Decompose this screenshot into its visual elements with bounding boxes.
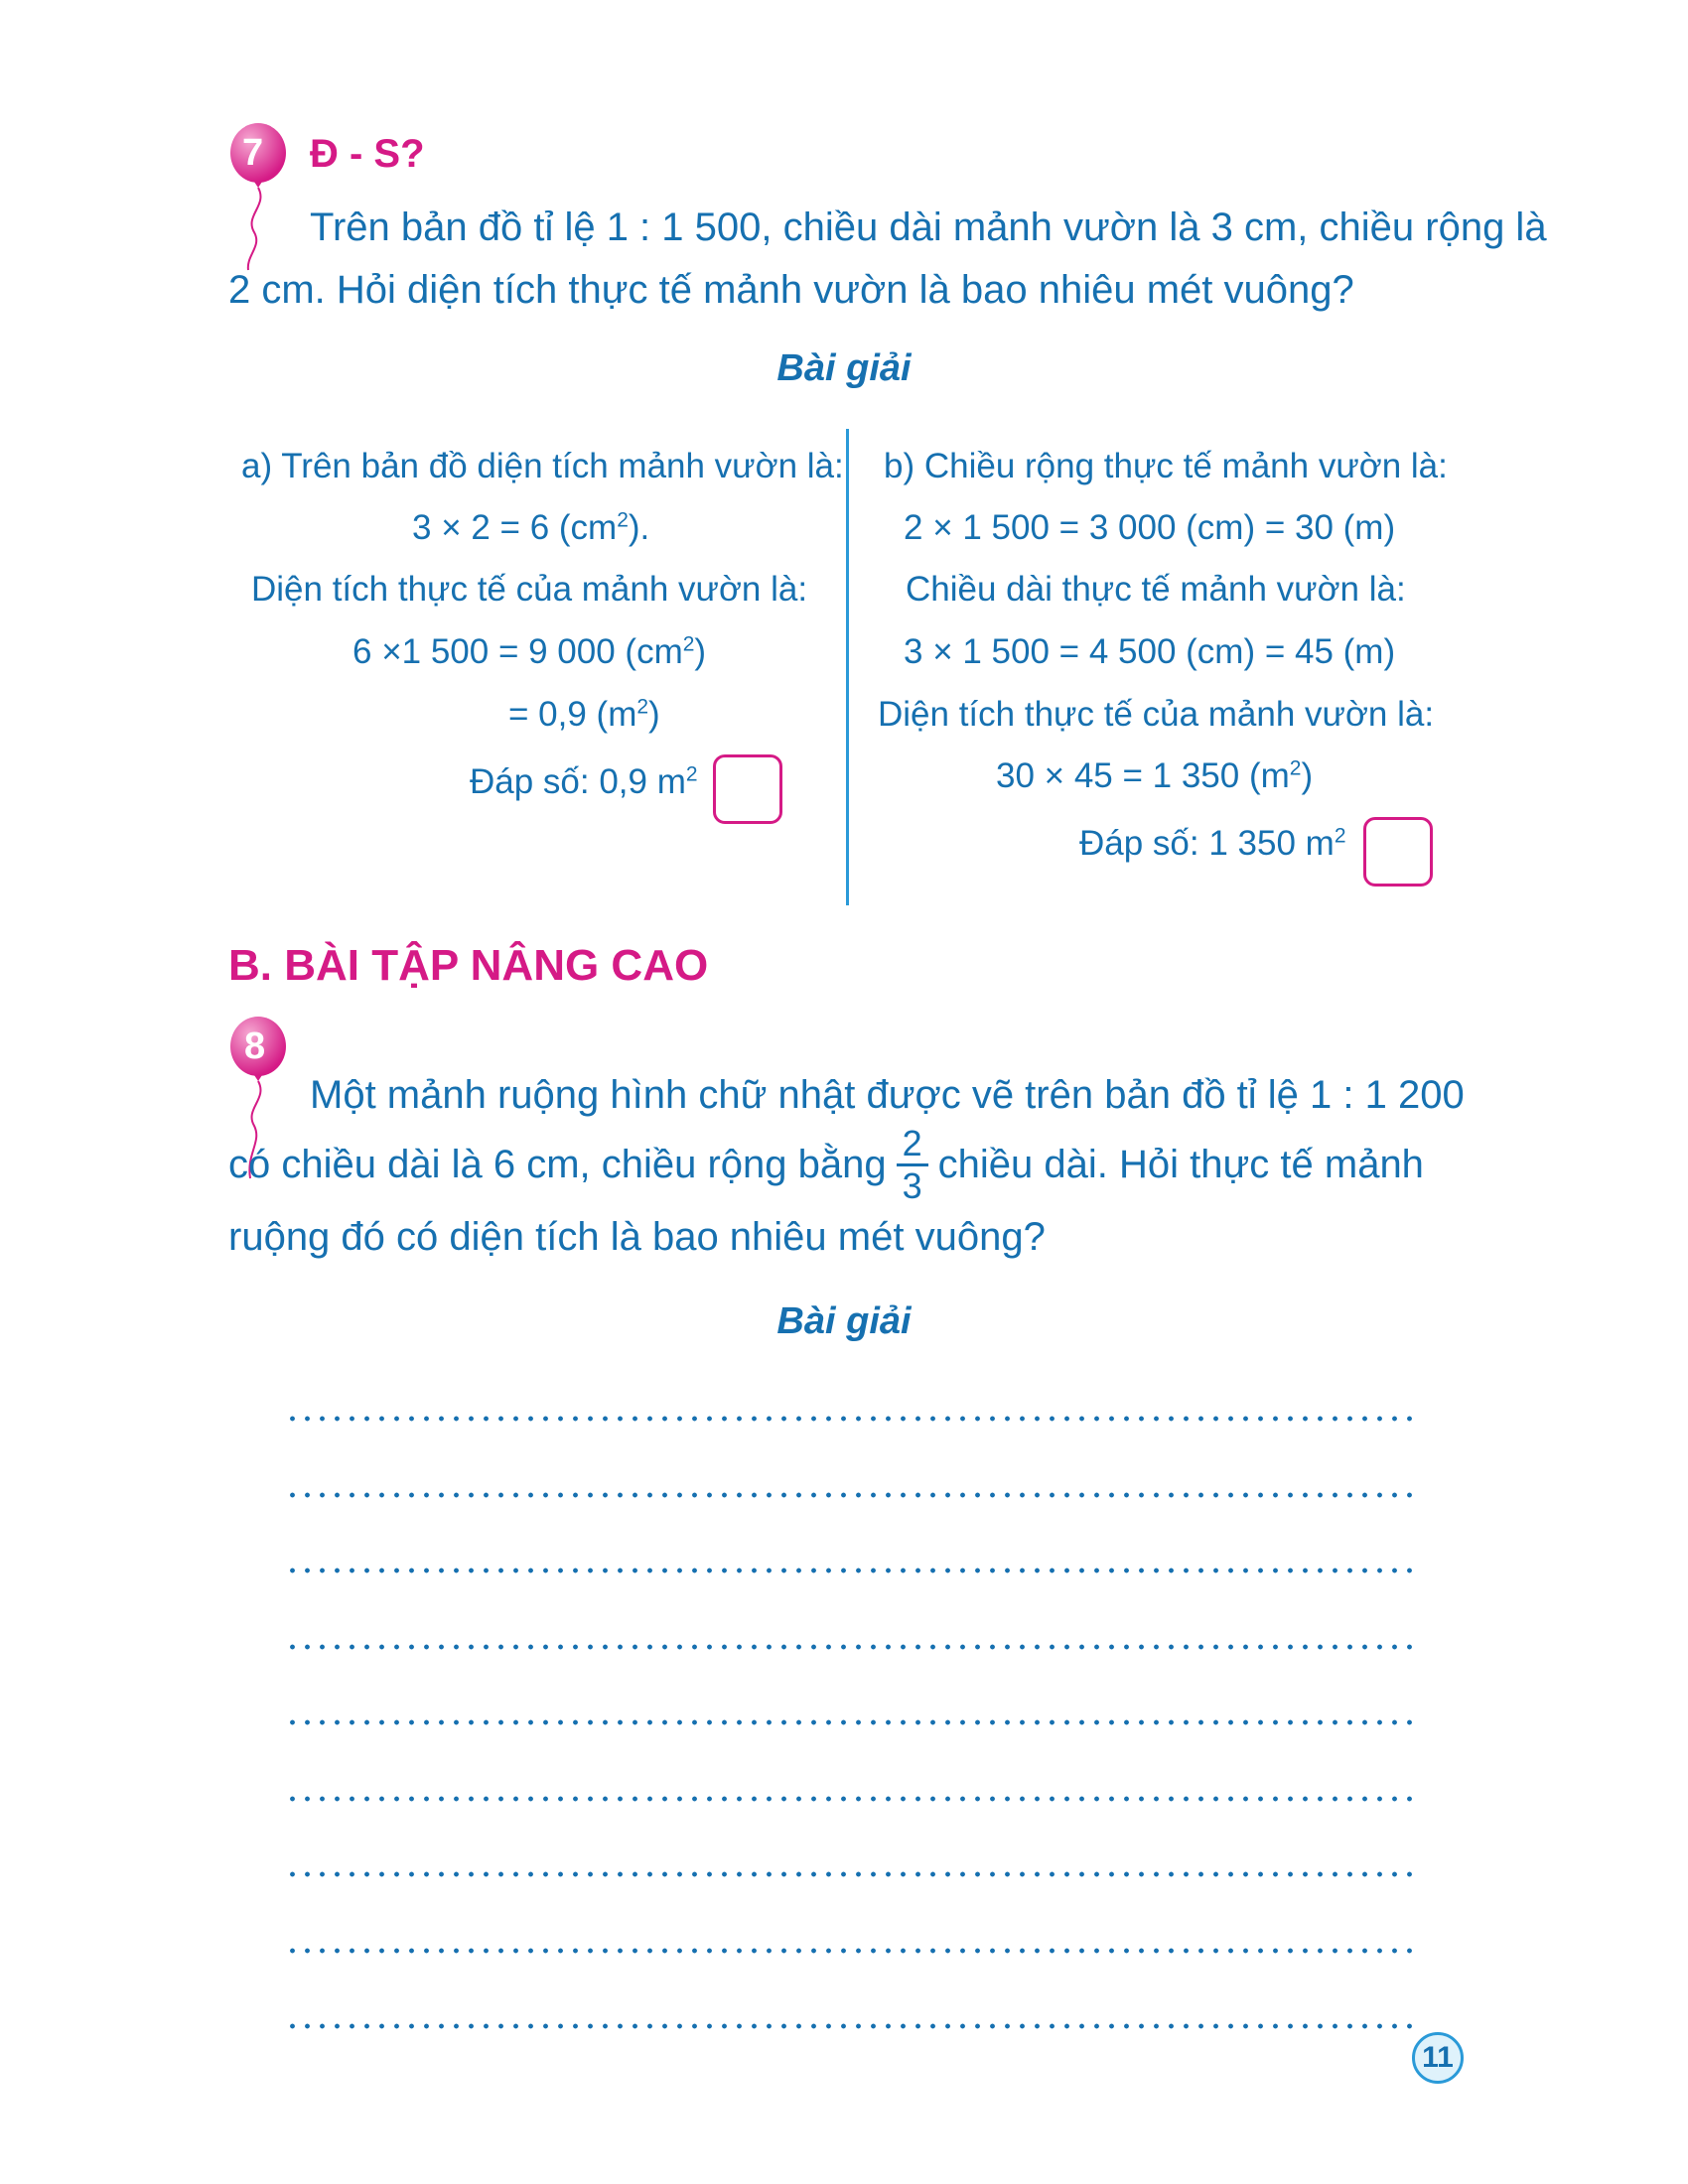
answer-line[interactable] xyxy=(285,1871,1417,1877)
fraction-two-thirds: $\frac{2}{3}$ xyxy=(897,1124,928,1206)
part-b-line-1: b) Chiều rộng thực tế mảnh vườn là: xyxy=(884,447,1448,485)
answer-box-b[interactable] xyxy=(1363,817,1433,887)
part-a-line-2: 3 × 2 = 6 $(cm^2)$. xyxy=(412,508,650,547)
task-number-8: 8 xyxy=(244,1025,266,1067)
answer-line[interactable] xyxy=(285,1948,1417,1954)
part-a-line-4: 6 ×1 500 = 9 000 $(cm^2)$ xyxy=(352,632,707,671)
task-number-7: 7 xyxy=(242,132,264,174)
part-b-line-2: 2 × 1 500 = 3 000 (cm) = 30 (m) xyxy=(904,508,1396,547)
problem-text-line-3: ruộng đó có diện tích là bao nhiêu mét vuông? xyxy=(228,1215,1046,1259)
page-number: 11 xyxy=(1412,2032,1464,2084)
part-b-answer: Đáp số: 1 350 $m^2$ xyxy=(1079,824,1346,863)
task-label: Đ - S? xyxy=(310,132,425,176)
answer-line[interactable] xyxy=(285,2023,1417,2029)
answer-box-a[interactable] xyxy=(713,754,782,824)
problem-text-line-1: Trên bản đồ tỉ lệ 1 : 1 500, chiều dài mảnh vườn là 3 cm, chiều rộng là xyxy=(310,205,1547,249)
part-a-line-5: = 0,9 $(m^2)$ xyxy=(508,695,660,734)
answer-line[interactable] xyxy=(285,1644,1417,1650)
part-a-answer: Đáp số: 0,9 $m^2$ xyxy=(470,762,698,801)
problem-text-line-1: Một mảnh ruộng hình chữ nhật được vẽ trên bản đồ tỉ lệ 1 : 1 200 xyxy=(310,1073,1465,1117)
answer-line[interactable] xyxy=(285,1492,1417,1498)
solution-heading: Bài giải xyxy=(776,347,912,389)
part-b-line-5: Diện tích thực tế của mảnh vườn là: xyxy=(878,695,1435,734)
solution-heading: Bài giải xyxy=(776,1300,912,1342)
answer-line[interactable] xyxy=(285,1719,1417,1725)
problem-text-line-2: có chiều dài là 6 cm, chiều rộng bằng $\frac{2}{3}$ chiều dài. Hỏi thực tế mảnh xyxy=(228,1122,1424,1206)
part-b-line-6: 30 × 45 = 1 350 $(m^2)$ xyxy=(996,756,1314,795)
part-a-line-1: a) Trên bản đồ diện tích mảnh vườn là: xyxy=(241,447,844,485)
section-title: B. BÀI TẬP NÂNG CAO xyxy=(228,941,709,990)
problem-text-line-2: 2 cm. Hỏi diện tích thực tế mảnh vườn là bao nhiêu mét vuông? xyxy=(228,268,1354,312)
part-b-line-3: Chiều dài thực tế mảnh vườn là: xyxy=(906,570,1406,609)
part-a-line-3: Diện tích thực tế của mảnh vườn là: xyxy=(251,570,808,609)
answer-line[interactable] xyxy=(285,1568,1417,1573)
part-b-line-4: 3 × 1 500 = 4 500 (cm) = 45 (m) xyxy=(904,632,1396,671)
answer-line[interactable] xyxy=(285,1796,1417,1802)
answer-line[interactable] xyxy=(285,1416,1417,1422)
column-divider xyxy=(846,429,849,905)
